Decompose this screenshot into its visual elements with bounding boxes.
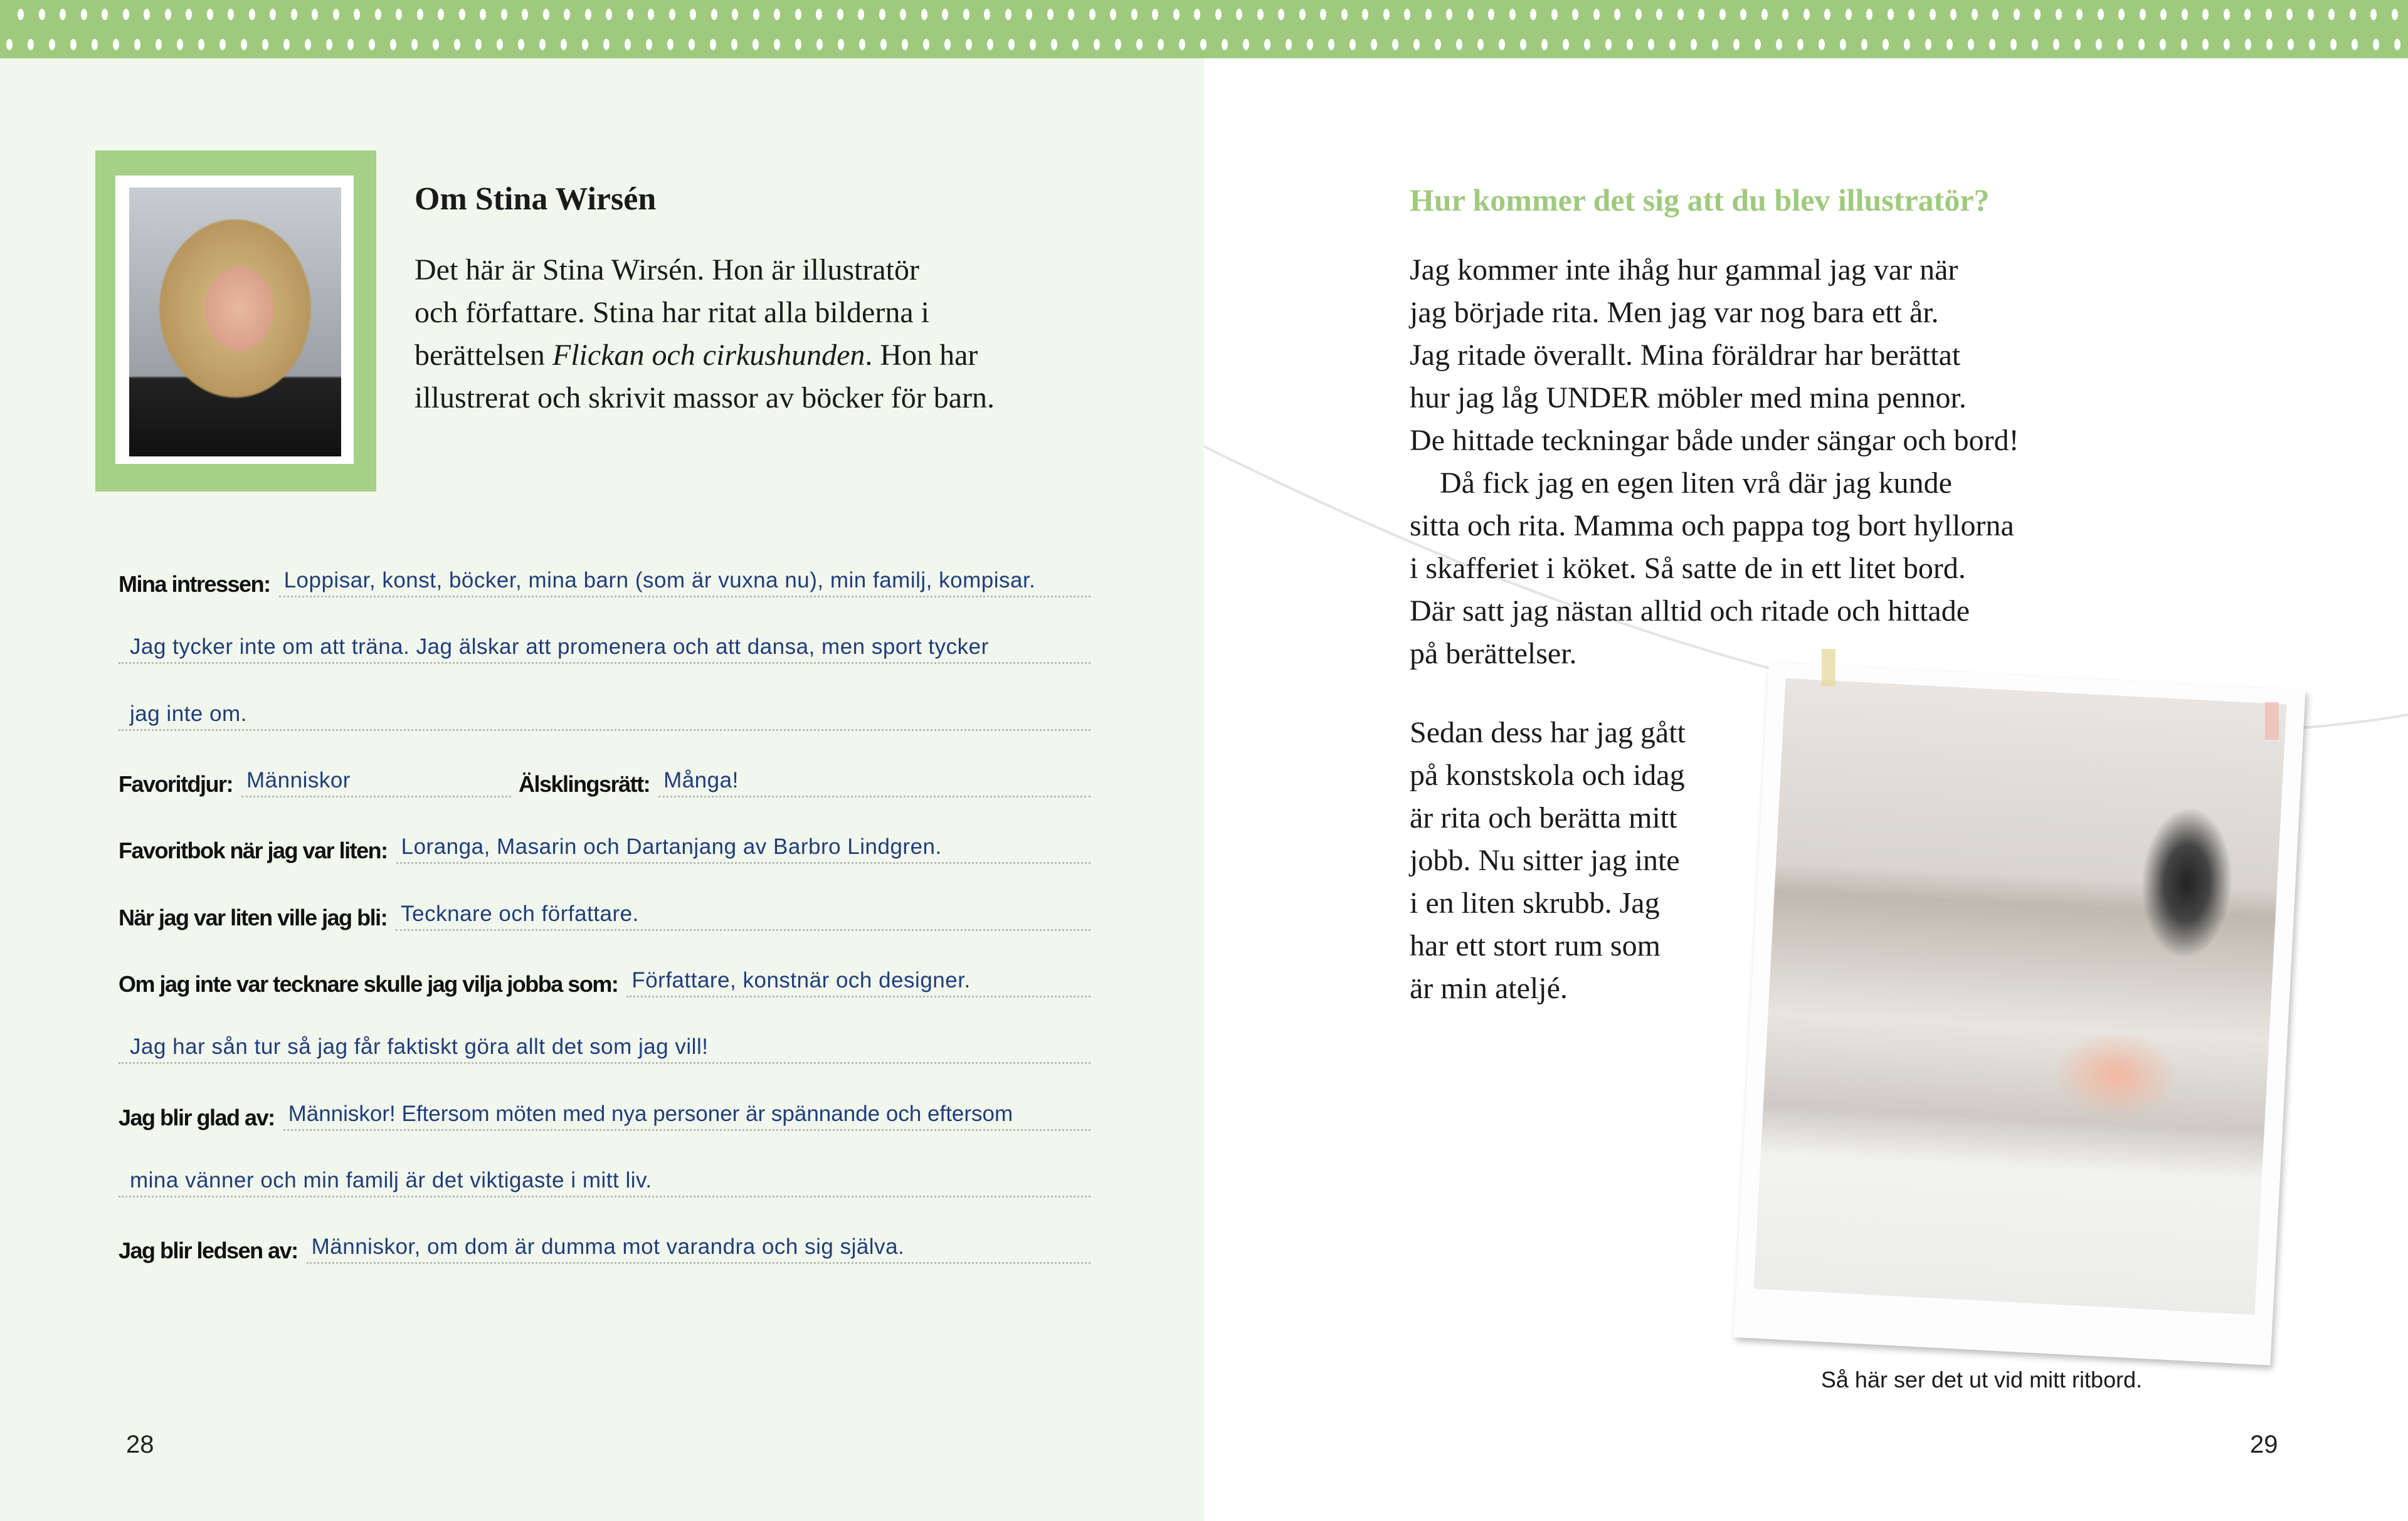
- about-paragraph: [415, 249, 995, 419]
- tape: [2265, 702, 2279, 740]
- about-title: Om Stina Wirsén: [415, 181, 657, 217]
- row-animal-dish: [119, 760, 1090, 797]
- book-title: Flickan och cirkushunden: [552, 339, 865, 372]
- text-line: har ett stort rum som: [1410, 929, 1661, 962]
- answer: Människor, om dom är dumma mot varandra och sig själva.: [307, 1232, 1090, 1264]
- label: Om jag inte var tecknare skulle jag vilja jobba som:: [119, 971, 618, 997]
- answer: Jag tycker inte om att träna. Jag älskar att promenera och att dansa, men sport tycker: [119, 632, 1090, 664]
- tape: [1822, 649, 1835, 687]
- label: Favoritdjur:: [119, 771, 233, 797]
- text-line: är min ateljé.: [1410, 972, 1568, 1005]
- author-portrait-photo: [129, 187, 341, 456]
- author-photo-frame: [95, 150, 376, 492]
- text-line: Då fick jag en egen liten vrå där jag kunde: [1410, 466, 1952, 500]
- text-line: jag började rita. Men jag var nog bara ett år.: [1410, 296, 1939, 329]
- label: Jag blir ledsen av:: [119, 1238, 298, 1263]
- answer: Många!: [658, 766, 1090, 797]
- right-paragraph-1: [1410, 249, 2019, 675]
- page-number-right: 29: [2250, 1431, 2278, 1458]
- text-line: Jag ritade överallt. Mina föräldrar har berättat: [1410, 339, 1961, 372]
- row-interests: [119, 560, 1090, 597]
- label: Älsklingsrätt:: [519, 771, 650, 797]
- right-paragraph-2: [1410, 712, 1686, 1010]
- row-book: [119, 826, 1090, 864]
- answer: Jag har sån tur så jag får faktiskt göra allt det som jag vill!: [119, 1032, 1090, 1064]
- answer: Loranga, Masarin och Dartanjang av Barbro Lindgren.: [396, 832, 1090, 864]
- row-sad: [119, 1226, 1090, 1264]
- text-line: i en liten skrubb. Jag: [1410, 887, 1660, 920]
- answer: mina vänner och min familj är det viktigaste i mitt liv.: [119, 1166, 1090, 1197]
- row-glad: [119, 1093, 1090, 1131]
- row-interests-cont: [119, 693, 1090, 731]
- text-line: sitta och rita. Mamma och pappa tog bort hyllorna: [1410, 509, 2014, 542]
- desk-photo-image: [1753, 678, 2286, 1315]
- text-line: och författare. Stina har ritat alla bilderna i: [415, 296, 929, 329]
- answer: jag inte om.: [119, 699, 1090, 731]
- label: När jag var liten ville jag bli:: [119, 905, 388, 930]
- right-title: Hur kommer det sig att du blev illustratör?: [1410, 182, 1990, 218]
- text-line: Sedan dess har jag gått: [1410, 716, 1686, 749]
- text-line: De hittade teckningar både under sängar och bord!: [1410, 424, 2019, 457]
- answer: Tecknare och författare.: [396, 899, 1090, 931]
- text: . Hon har: [865, 339, 978, 372]
- text: berättelsen: [415, 339, 552, 372]
- text-line: i skafferiet i köket. Så satte de in ett litet bord.: [1410, 552, 1966, 585]
- row-interests-cont: [119, 626, 1090, 664]
- text-line: illustrerat och skrivit massor av böcker för barn.: [415, 381, 995, 414]
- text-line: Jag kommer inte ihåg hur gammal jag var när: [1410, 253, 1958, 287]
- row-wish: [119, 893, 1090, 931]
- text-line: hur jag låg UNDER möbler med mina pennor.: [1410, 381, 1967, 414]
- text-line: på berättelser.: [1410, 637, 1577, 670]
- text-line: är rita och berätta mitt: [1410, 801, 1677, 834]
- label: Jag blir glad av:: [119, 1105, 275, 1130]
- studio-photo: [1733, 662, 2305, 1365]
- answer: Människor! Eftersom möten med nya personer är spännande och eftersom: [283, 1099, 1090, 1131]
- row-job: [119, 960, 1090, 997]
- label: Favoritbok när jag var liten:: [119, 838, 388, 863]
- answer: Människor: [241, 766, 511, 797]
- page-number-left: 28: [126, 1431, 154, 1458]
- text-line: Det här är Stina Wirsén. Hon är illustratör: [415, 253, 919, 287]
- answer: Författare, konstnär och designer.: [626, 966, 1090, 997]
- text-line: Där satt jag nästan alltid och ritade och hittade: [1410, 594, 1970, 628]
- answer: Loppisar, konst, böcker, mina barn (som är vuxna nu), min familj, kompisar.: [279, 566, 1090, 597]
- text-line: på konstskola och idag: [1410, 759, 1685, 792]
- photo-caption: Så här ser det ut vid mitt ritbord.: [1820, 1367, 2143, 1392]
- label: Mina intressen:: [119, 571, 270, 597]
- row-job-cont: [119, 1026, 1090, 1064]
- text-line: jobb. Nu sitter jag inte: [1410, 844, 1680, 877]
- text-line: [415, 334, 995, 377]
- row-glad-cont: [119, 1160, 1090, 1197]
